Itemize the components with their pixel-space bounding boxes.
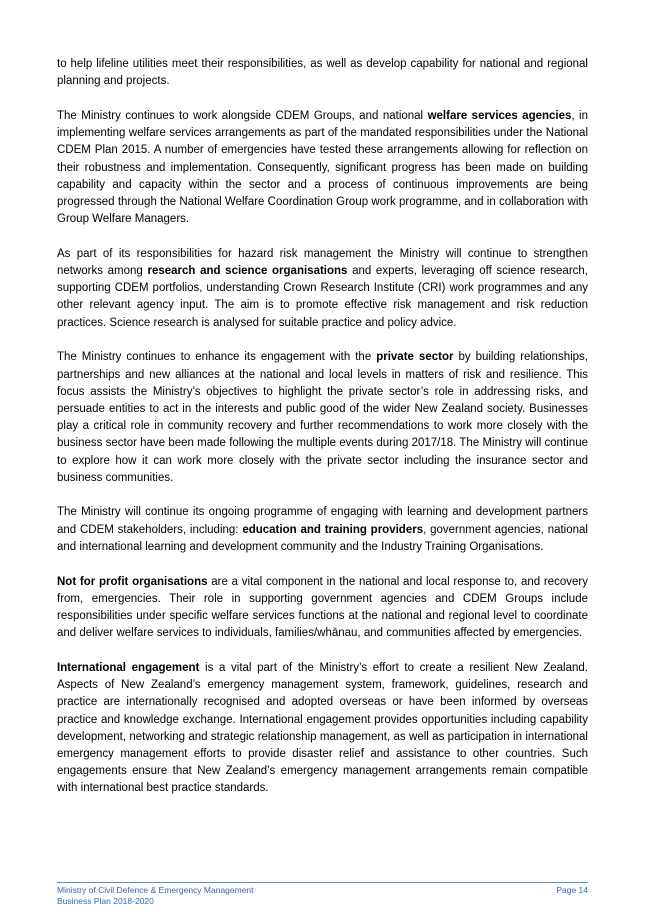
text-run: , government agencies, national and international learning and development community and the Industry Training Organisations. — [57, 523, 588, 553]
text-run: , in implementing welfare services arrangements as part of the mandated responsibilities under the National CDEM Plan 2015. A number of emergencies have tested these arrangements allowing for reflection on their robustness and implementation. Consequently, significant progress has been made on building capability and capacity within the sector and a process of continuous improvements are being progressed through the National Welfare Coordination Group work programme, and in collaboration with Group Welfare Managers. — [57, 109, 589, 226]
bold-term: private sector — [376, 351, 454, 364]
bold-term: International engagement — [57, 661, 200, 674]
body-text — [57, 56, 588, 815]
footer-divider — [57, 882, 588, 883]
text-run: The Ministry will continue its ongoing programme of engaging with learning and development partners and CDEM stakeholders, including: — [57, 506, 588, 536]
paragraph — [57, 246, 588, 332]
paragraph — [57, 56, 588, 90]
paragraph — [57, 349, 588, 487]
page-number: Page 14 — [556, 885, 588, 895]
bold-term: Not for profit organisations — [57, 575, 208, 588]
text-run: to help lifeline utilities meet their responsibilities, as well as develop capability for national and regional planning and projects. — [57, 58, 588, 88]
text-run: As part of its responsibilities for hazard risk management the Ministry will continue to strengthen networks among — [57, 247, 588, 278]
bold-term: education and training providers — [242, 523, 424, 536]
footer-document-info — [57, 885, 254, 906]
footer-organisation: Ministry of Civil Defence & Emergency Management — [57, 885, 254, 895]
text-run: is a vital part of the Ministry’s effort to create a resilient New Zealand. Aspects of New Zealand’s emergency management system, framework, guidelines, research and practice are internationally recognised and adopted overseas or have been informed by overseas practice and knowledge exchange. International engagement provides opportunities including capability development, networking and strategic relationship management, as well as participation in international emergency management efforts to provide disaster relief and assistance to other countries. Such engagements ensure that New Zealand’s emergency management arrangements remain compatible with international best practice standards. — [57, 661, 588, 795]
bold-term: research and science organisations — [147, 265, 348, 278]
paragraph — [57, 108, 588, 228]
paragraph — [57, 504, 588, 556]
text-run: The Ministry continues to work alongside CDEM Groups, and national — [57, 109, 428, 122]
text-run: The Ministry continues to enhance its engagement with the — [57, 351, 377, 364]
paragraph — [57, 660, 588, 798]
paragraph — [57, 574, 588, 643]
bold-term: welfare services agencies — [427, 109, 572, 122]
text-run: are a vital component in the national and local response to, and recovery from, emergencies. Their role in supporting government agencies and CDEM Groups include responsibilities under specific welfare services functions at the national and regional level to coordinate and deliver welfare services to individuals, families/whānau, and communities affected by emergencies. — [57, 575, 589, 640]
text-run: by building relationships, partnerships and new alliances at the national and local levels in matters of risk and resilience. This focus assists the Ministry’s objectives to highlight the private sector’s role in addressing risks, and persuade entities to act in the interests and public good of the wider New Zealand society. Businesses play a critical role in community recovery and further recommendations to work more closely with the business sector have been made following the multiple events during 2017/18. The Ministry will continue to explore how it can work more closely with the private sector including the insurance sector and business communities. — [57, 351, 588, 484]
text-run: and experts, leveraging off science research, supporting CDEM portfolios, understanding Crown Research Institute (CRI) work programmes and any other relevant agency input. The aim is to promote effective risk management and risk reduction practices. Science research is analysed for suitable practice and policy advice. — [57, 265, 588, 329]
footer-document-title: Business Plan 2018-2020 — [57, 895, 154, 906]
